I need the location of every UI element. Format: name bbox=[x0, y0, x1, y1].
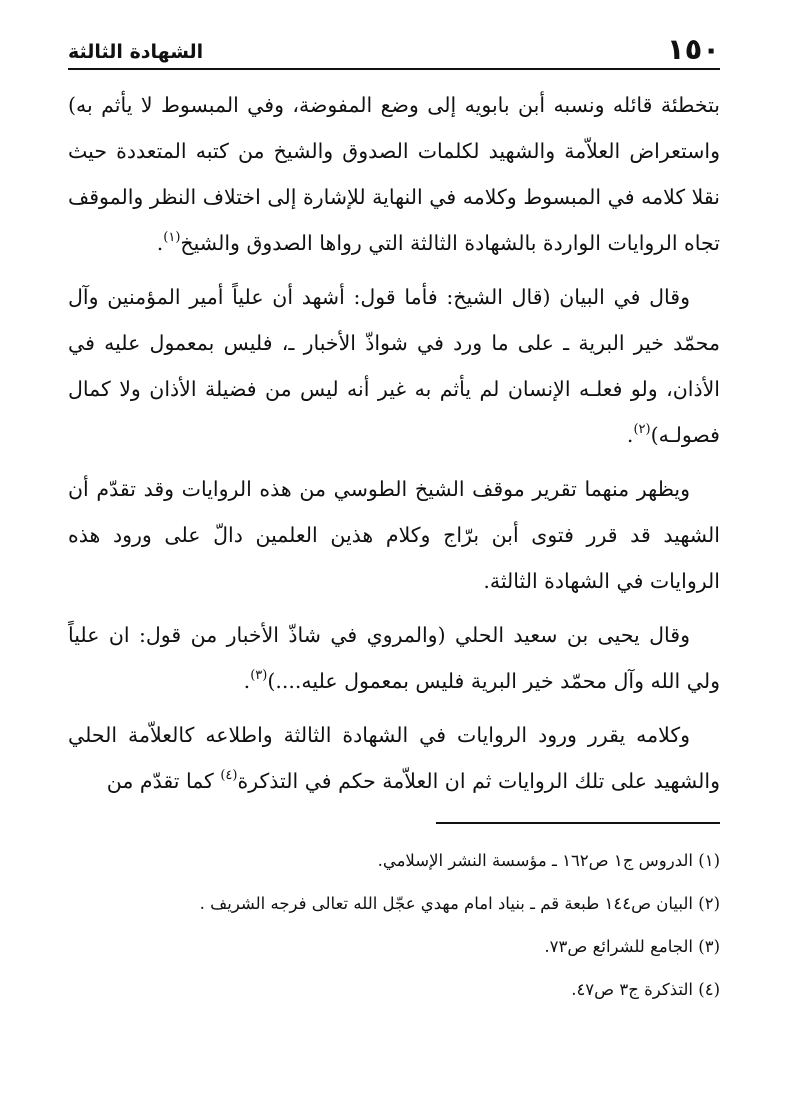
footnote: (٣) الجامع للشرائع ص٧٣. bbox=[544, 937, 720, 956]
footnote-ref: (٣) bbox=[250, 668, 268, 683]
paragraph-end: . bbox=[626, 423, 634, 447]
paragraph-text: وكلامه يقرر ورود الروايات في الشهادة الثالثة واطلاعه كالعلاّمة الحلي والشهيد على تلك الروايات ثم ان العلاّمة حكم في التذكرة bbox=[68, 723, 720, 793]
running-title: الشهادة الثالثة bbox=[68, 41, 204, 63]
footnote: (٢) البيان ص١٤٤ طبعة قم ـ بنياد امام مهدي عجّل الله تعالى فرجه الشريف . bbox=[199, 894, 720, 913]
paragraph bbox=[68, 712, 720, 804]
paragraph-text: وقال في البيان (قال الشيخ: فأما قول: أشهد أن علياً أمير المؤمنين وآل محمّد خير البرية ـ على ما ورد في شواذّ الأخبار ـ، فليس بمعمول عليه في الأذان، ولو فعلـه الإنسان لم يأثم به غير أنه ليس من فضيلة الأذان ولا كمال فصولـه) bbox=[68, 285, 720, 447]
footnote: (٤) التذكرة ج٣ ص٤٧. bbox=[571, 980, 720, 999]
paragraph-text: بتخطئة قائله ونسبه أبن بابويه إلى وضع المفوضة، وفي المبسوط لا يأثم به) واستعراض العلاّمة والشهيد لكلمات الصدوق والشيخ من كتبه المتعددة حيث نقلا كلامه في المبسوط وكلامه في النهاية للإشارة إلى اختلاف النظر والموقف تجاه الروايات الواردة بالشهادة الثالثة التي رواها الصدوق والشيخ bbox=[68, 93, 720, 255]
page-header bbox=[68, 28, 720, 70]
body-text bbox=[68, 82, 720, 812]
footnote: (١) الدروس ج١ ص١٦٢ ـ مؤسسة النشر الإسلامي. bbox=[377, 851, 720, 870]
paragraph bbox=[68, 612, 720, 704]
footnote-ref: (٤) bbox=[220, 768, 238, 783]
paragraph-end: . bbox=[156, 231, 164, 255]
footnotes bbox=[68, 845, 720, 1017]
paragraph-end: . bbox=[243, 669, 251, 693]
footnote-ref: (١) bbox=[163, 230, 181, 245]
footnote-ref: (٢) bbox=[633, 422, 651, 437]
paragraph bbox=[68, 466, 720, 604]
paragraph-text-continued: كما تقدّم من bbox=[106, 769, 214, 793]
footnote-divider bbox=[436, 822, 720, 824]
page-number: ١٥٠ bbox=[666, 32, 720, 66]
paragraph-text: ويظهر منهما تقرير موقف الشيخ الطوسي من هذه الروايات وقد تقدّم أن الشهيد قد قرر فتوى أبن برّاج وكلام هذين العلمين دالّ على ورود هذه الروايات في الشهادة الثالثة. bbox=[68, 477, 720, 593]
paragraph-text: وقال يحيى بن سعيد الحلي (والمروي في شاذّ الأخبار من قول: ان علياً ولي الله وآل محمّد خير البرية فليس بمعمول عليه....) bbox=[68, 623, 720, 693]
paragraph bbox=[68, 274, 720, 458]
paragraph bbox=[68, 82, 720, 266]
